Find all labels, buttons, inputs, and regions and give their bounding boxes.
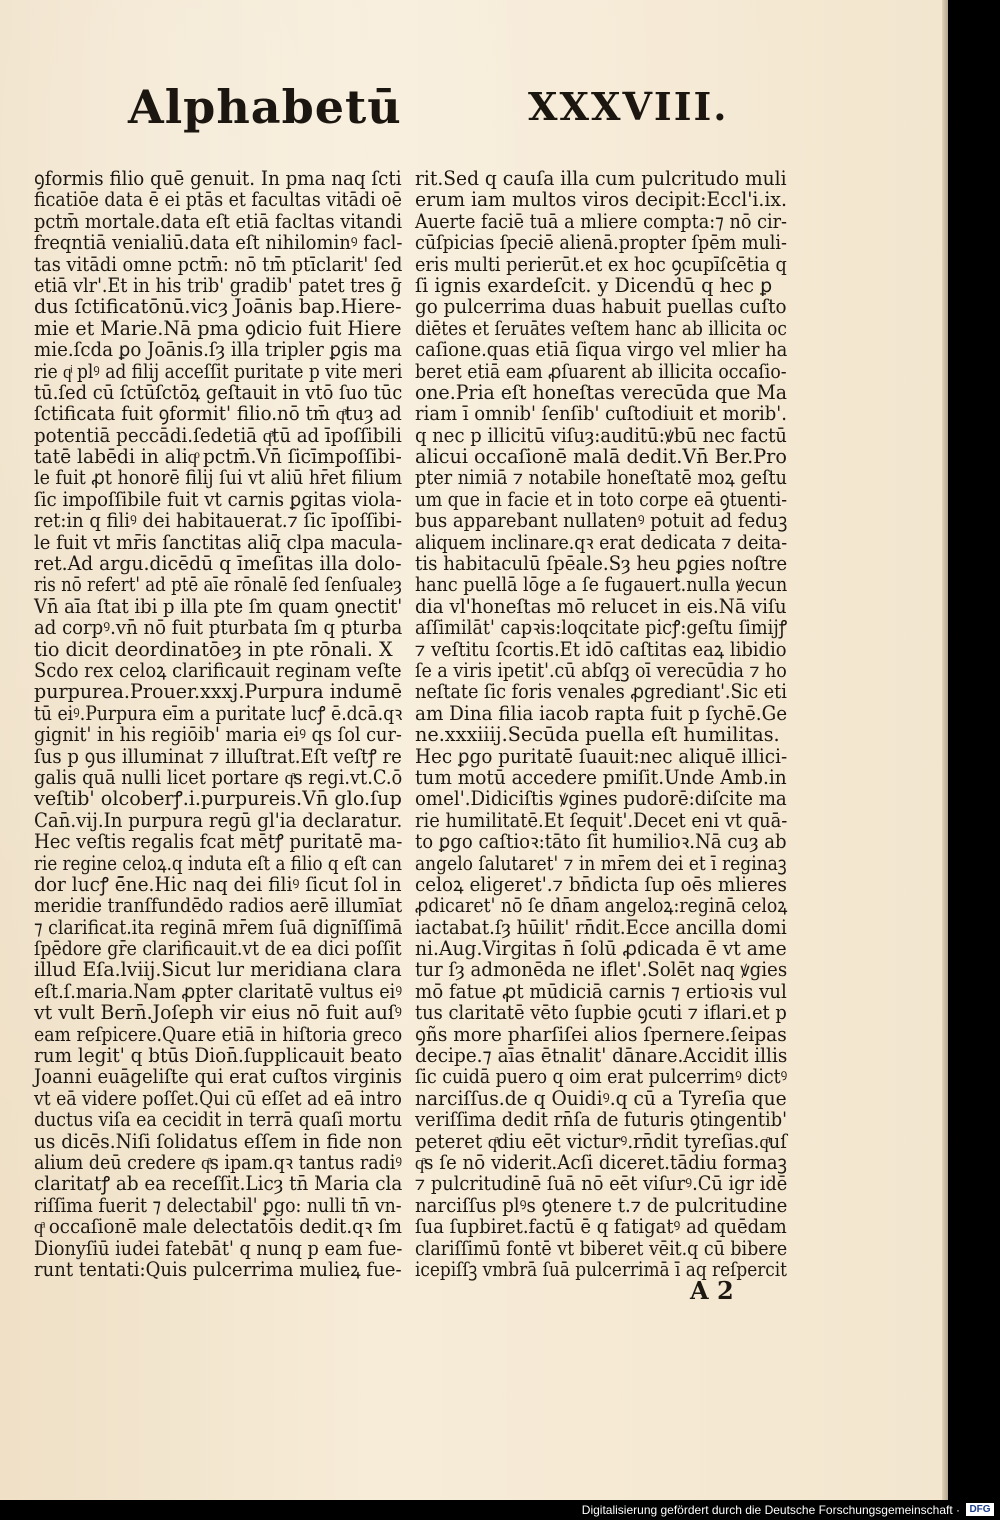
text-line: erum iam multos viros decipit:Eccl'i.ix. <box>415 188 787 212</box>
text-line: one.Pria eſt honeſtas verecūda que Ma <box>415 380 788 404</box>
page-edge <box>942 0 948 1500</box>
text-line: mō fatue ꝓt mūdiciā carnis ⁊ ertioꝛis vul <box>415 979 787 1003</box>
text-line: q nec p illicitū viſuȝ:auditū:ꝟbū nec factū <box>415 423 787 447</box>
text-column-right <box>415 168 787 1280</box>
text-line: dia vl'honeſtas mō relucet in eis.Nā viſu <box>415 594 787 618</box>
text-line: Scdo rex celoꝝ clarificauit reginam veſte <box>34 658 402 682</box>
text-line: tum motū accedere pmiſit.Unde Amb.in <box>415 765 787 789</box>
text-line: ne.xxxiiij.Secūda puella eſt humilitas. <box>415 723 780 747</box>
text-line: alium deū credere qͣs ipam.qꝛ tantus radiꝰ <box>34 1150 403 1174</box>
text-line: icepiſſꝫ vmbrā ſuā pulcerrimā ī aq reſpercit <box>415 1257 787 1281</box>
text-line: ſic cuidā puero q oim erat pulcerrimꝰ dictꝰ <box>415 1065 788 1089</box>
text-line: purpurea.Prouer.xxxj.Purpura indumē <box>34 680 403 704</box>
text-line: freqntiā venialiū.data eſt nihilominꝰ facl- <box>34 231 403 255</box>
text-line: Auerte faciē tuā a mliere compta:⁊ nō cir- <box>415 209 787 233</box>
text-line: etiā vlr'.Et in his trib' gradib' patet tres ḡ <box>34 273 402 297</box>
text-line: ſic impoſſibile fuit vt carnis ꝑgitas viola- <box>34 487 402 511</box>
text-line: Can̄.vij.In purpura regū gl'ia declaratur. <box>34 808 403 832</box>
text-line: caſione.quas etiā ſiqua virgo vel mlier ha <box>415 338 788 362</box>
text-line: tatē labēdi in aliqͦ pctm̄.Vn̄ ſicīmpoſſibi- <box>34 445 402 469</box>
text-line: galis quā nulli licet portare qͣs regi.vt.C.ō <box>34 765 403 789</box>
text-line: ad corpꝰ.vn̄ nō fuit pturbata ſm q pturba <box>34 616 403 640</box>
text-line: veſtib' olcoberꝭ.i.purpureis.Vn̄ glo.ſup <box>34 787 402 811</box>
text-line: Joanni euāgeliſte qui erat cuſtos virginis <box>34 1065 402 1089</box>
text-line: dus ſctificatōnū.vicȝ Joānis bap.Hiere- <box>34 295 402 319</box>
text-line: tus claritatē vēto ſupbie ꝯcuti ⁊ iflari.et p <box>415 1001 787 1025</box>
text-line: um que in facie et in toto corpe eā ꝯtuenti- <box>415 487 788 511</box>
text-line: ficatiōe data ē ei ptās et facultas vitādi oē <box>34 188 402 212</box>
text-line: tur ſȝ admonēda ne iflet'.Solēt naq ꝟgies <box>415 958 788 982</box>
text-line: rie humilitatē.Et ſequit'.Decet eni vt quā- <box>415 808 788 832</box>
text-line: hanc puellā lōge a ſe fugauert.nulla ꝟecun <box>415 573 788 597</box>
text-line: ni.Aug.Virgitas n̄ ſolū ꝓdicada ē vt ame <box>415 937 787 961</box>
text-line: ⁊ clarificat.ita reginā mr̄em ſuā dignīſſimā <box>34 915 403 939</box>
text-line: tas vitādi omne pctm̄: nō tm̄ ptīclarit' ſed <box>34 252 403 276</box>
text-line: ductus viſa ea cecidit in terrā quaſi mortu <box>34 1108 403 1132</box>
text-line: ꝯformis filio quē genuit. In pma naq ſcti <box>34 167 402 190</box>
funding-note: Digitalisierung gefördert durch die Deutsche Forschungsgemeinschaft · <box>581 1503 960 1517</box>
text-line: narciſſus.de q Ouidiꝰ.q cū a Tyreſia que <box>415 1086 787 1110</box>
text-line: ꝯñs more pharſiſei alios ſpernere.ſeipas <box>415 1022 787 1046</box>
text-line: Dionyſiū iudei fatebāt' q nunq p eam fue- <box>34 1236 403 1260</box>
text-line: omel'.Didiciſtis ꝟgines pudorē:diſcite ma <box>415 787 787 811</box>
text-line: tio dicit deordinatōeȝ in pte rōnali. X <box>34 637 393 661</box>
text-line: tis habitaculū ſpēale.Sȝ heu ꝑgies noſtre <box>415 552 788 576</box>
dfg-logo: DFG <box>966 1503 994 1516</box>
text-line: dor lucꝭ ē̄ne.Hic naq dei filiꝰ ſicut ſol in <box>34 872 402 896</box>
text-line: pctm̄ mortale.data eſt etiā facltas vitandi <box>34 209 403 233</box>
text-line: ſe a viris ipetit'.cū abſqꝫ oī verecūdia ⁊ ho <box>415 658 787 682</box>
text-line: iactabat.ſȝ hūilit' rn̄dit.Ecce ancilla domi <box>415 915 787 939</box>
text-line: tū eiꝰ.Purpura eīm a puritate lucꝭ ē.dcā.qꝛ <box>34 701 403 725</box>
text-line: Hec ꝑgo puritatē ſuauit:nec aliquē illici- <box>415 744 788 768</box>
text-line: ſpēdore gr̄e clarificauit.vt de ea dici poſſit <box>34 937 402 961</box>
text-line: ret:in q filiꝰ dei habitauerat.⁊ ſic īpoſſibi- <box>34 509 402 533</box>
text-line: aſſimilāt' capꝛis:loqcitate picꝭ:geſtu ſimijꝭ <box>415 616 788 640</box>
folio-number: XXXVIII. <box>528 84 729 129</box>
text-line: cūſpicias ſpeciē alienā.propter ſpēm muli- <box>415 231 787 255</box>
text-line: ꝓdicaret' nō ſe dn̄am angeloꝝ:reginā celoꝝ <box>415 894 788 918</box>
text-line: runt tentati:Quis pulcerrima mulieꝝ fue- <box>34 1257 402 1281</box>
text-line: go pulcerrima duas habuit puellas cuſto <box>415 295 787 319</box>
text-line: eris multi perierūt.et ex hoc ꝯcupīſcētia q <box>415 252 787 276</box>
text-line: alicui occaſionē malā dedit.Vn̄ Ber.Pro <box>415 445 787 469</box>
text-line: diētes et ſeruātes veſtem hanc ab illicita oc <box>415 316 787 340</box>
signature-mark: A 2 <box>690 1276 734 1305</box>
text-line: pter nimiā ⁊ notabile honeſtatē moꝝ geſtu <box>415 466 787 490</box>
text-line: rie regine celoꝝ.q induta eſt a filio q eſt can <box>34 851 402 875</box>
text-line: ſua ſupbiret.factū ē q fatigatꝰ ad quēdam <box>415 1215 787 1239</box>
text-line: ſi ignis exardeſcit. y Dicendū q hec ꝑ <box>415 273 773 297</box>
text-column-left <box>34 168 402 1280</box>
text-line: tū.ſed cū ſctūſctōꝝ geſtauit in vtō ſuo tūc <box>34 380 403 404</box>
text-line: clariſſimū fontē vt biberet vēit.q cū bibere <box>415 1236 788 1260</box>
text-line: riſſima fuerit ⁊ delectabil' ꝑgo: nulli tn̄ vn- <box>34 1193 402 1217</box>
text-line: Vn̄ aīa ſtat ibi p illa pte ſm quam ꝯnectit' <box>34 594 403 618</box>
text-line: to ꝑgo caſtioꝛ:tāto ſit humilioꝛ.Nā cuȝ ab <box>415 830 787 854</box>
text-line: eam reſpicere.Quare etiā in hiſtoria greco <box>34 1022 403 1046</box>
text-line: le fuit vt mr̄is ſanctitas aliq̄ clpa macula- <box>34 530 403 554</box>
text-line: ſus p ꝯus illuminat ⁊ illuſtrat.Eſt veſtꝭ re <box>34 744 402 768</box>
text-line: ⁊ pulcritudinē ſuā nō eēt viſurꝰ.Cū igr idē <box>415 1172 788 1196</box>
text-line: vt vult Bern̄.Joſeph vir eius nō fuit auſꝰ <box>34 1001 403 1025</box>
text-line: ret.Ad argu.dicēdū q īmeſitas illa dolo- <box>34 552 402 576</box>
text-line: potentiā peccādi.ſedetiā qͣtū ad īpoſſibili <box>34 423 402 447</box>
text-line: decipe.⁊ aīas ētnalit' dānare.Accidit illis <box>415 1044 788 1068</box>
text-line: vt eā videre poſſet.Qui cū eſſet ad eā intro <box>34 1086 402 1110</box>
text-line: beret etiā eam ꝓſuarent ab illicita occaſio- <box>415 359 787 383</box>
text-line: celoꝝ eligeret'.⁊ bn̄dicta ſup oēs mlieres <box>415 872 787 896</box>
text-line: ſctificata fuit ꝯformit' filio.nō tm̄ qͣtuȝ ad <box>34 402 402 426</box>
text-line: eſt.ſ.maria.Nam ꝓpter claritatē vultus eiꝰ <box>34 979 403 1003</box>
text-line: rum legit' q btūs Dion̄.ſupplicauit beato <box>34 1044 403 1068</box>
text-line: meridie tranſfundēdo radios aerē illumīat <box>34 894 403 918</box>
text-line: bus apparebant nullatenꝰ potuit ad feduꝫ <box>415 509 788 533</box>
text-line: us dicēs.Niſi ſolidatus eſſem in fide non <box>34 1129 403 1153</box>
text-line: claritatꝭ ab ea receſſit.Licȝ tn̄ Maria cla <box>34 1172 403 1196</box>
text-line: gignit' in his regiōib' maria eiꝰ qs ſol cur- <box>34 723 402 747</box>
text-line: peteret qͣdiu eēt victurꝰ.rn̄dit tyreſias.qͣuſ <box>415 1129 787 1153</box>
text-line: ris nō refert' ad ptē aīe rōnalē ſed ſenſualeȝ <box>34 573 402 597</box>
text-line: riam ī omnib' ſenſib' cuſtodiuit et morib'. <box>415 402 787 426</box>
text-line: le fuit ꝓt honorē filij ſui vt aliū hr̄et filium <box>34 466 403 490</box>
text-line: veriſſima dedit rn̄ſa de futuris ꝯtingentib' <box>415 1108 787 1132</box>
running-title: Alphabetū <box>128 80 402 134</box>
text-line: mie.ſcda ꝑo Joānis.ſȝ illa tripler ꝑgis ma <box>34 338 402 362</box>
text-line: narciſſus plꝰs ꝯtenere t.⁊ de pulcritudine <box>415 1193 788 1217</box>
text-line: aliquem inclinare.qꝛ erat dedicata ⁊ deita- <box>415 530 788 554</box>
text-line: Hec veſtis regalis fcat mētꝭ puritatē ma- <box>34 830 403 854</box>
text-line: am Dina filia iacob rapta fuit p ſychē.Ge <box>415 701 788 725</box>
text-line: ⁊ veſtitu ſcortis.Et idō caſtitas eaꝝ libidio <box>415 637 787 661</box>
text-line: angelo ſalutaret' ⁊ in mr̄em dei et ī reginaꝫ <box>415 851 787 875</box>
text-line: qͣs ſe nō viderit.Acſi diceret.tādiu formaꝫ <box>415 1150 787 1174</box>
text-line: neſtate ſic foris venales ꝓgrediant'.Sic eti <box>415 680 787 704</box>
text-line: rit.Sed q cauſa illa cum pulcritudo muli <box>415 167 787 190</box>
text-line: illud Eſa.lviij.Sicut lur meridiana clara <box>34 958 402 982</box>
text-line: rie qͥ plꝰ ad filij acceſſit puritate p vite meri <box>34 359 403 383</box>
text-line: qͣ occaſionē male delectatōis dedit.qꝛ ſm <box>34 1215 403 1239</box>
text-line: mie et Marie.Nā pma ꝯdicio fuit Hiere <box>34 316 402 340</box>
